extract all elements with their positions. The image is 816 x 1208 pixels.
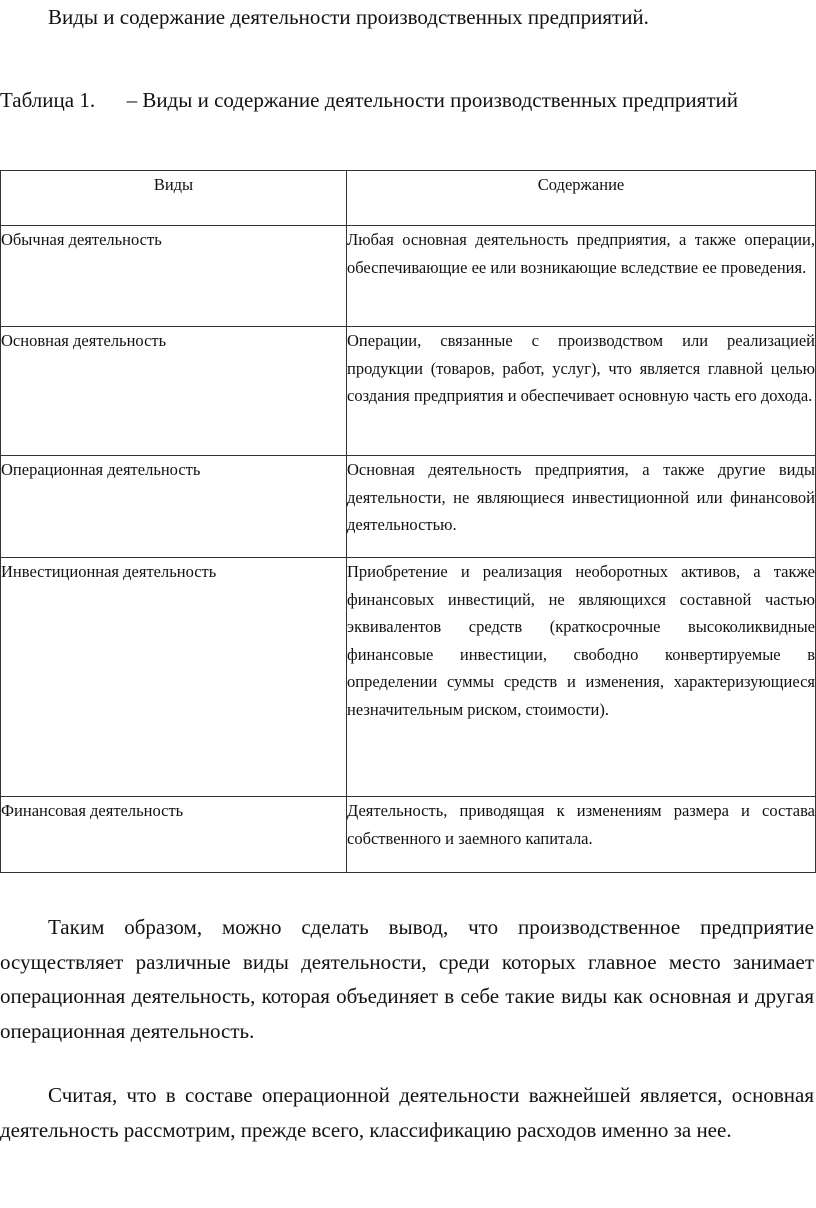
table-row — [1, 226, 816, 327]
activity-kind-cell: Основная деятельность — [1, 327, 347, 456]
activity-kind-cell: Инвестиционная деятельность — [1, 558, 347, 797]
document-title — [0, 0, 816, 34]
activity-content-cell: Деятельность, приводящая к изменениям размера и состава собственного и заемного капитала. — [347, 797, 816, 873]
document-title-text: Виды и содержание деятельности производственных предприятий. — [48, 5, 649, 29]
conclusion-paragraph: Таким образом, можно сделать вывод, что производственное предприятие осуществляет различные виды деятельности, среди которых главное место занимает операционная деятельность, которая объединяет в себе такие виды как основная и другая операционная деятельность. — [0, 915, 814, 1043]
expense-classification-paragraph: Считая, что в составе операционной деятельности важнейшей является, основная деятельность рассмотрим, прежде всего, классификацию расходов именно за нее. — [0, 1083, 814, 1142]
activities-table — [0, 170, 816, 873]
activity-kind-cell: Обычная деятельность — [1, 226, 347, 327]
activity-content-cell: Любая основная деятельность предприятия, а также операции, обеспечивающие ее или возникающие вследствие ее проведения. — [347, 226, 816, 327]
column-header-kinds: Виды — [1, 171, 347, 226]
table-row — [1, 327, 816, 456]
activity-kind-cell: Операционная деятельность — [1, 456, 347, 558]
table-row — [1, 558, 816, 797]
table-row — [1, 456, 816, 558]
activity-kind-cell: Финансовая деятельность — [1, 797, 347, 873]
column-header-content: Содержание — [347, 171, 816, 226]
activity-content-cell: Операции, связанные с производством или реализацией продукции (товаров, работ, услуг), что является главной целью создания предприятия и обеспечивает основную часть его дохода. — [347, 327, 816, 456]
activity-content-cell: Приобретение и реализация необоротных активов, а также финансовых инвестиций, не являющихся составной частью эквивалентов средств (краткосрочные высоколиквидные финансовые инвестиции, свободно конвертируемые в определении суммы средств и изменения, характеризующиеся незначительным риском, стоимости). — [347, 558, 816, 797]
activity-content-cell: Основная деятельность предприятия, а также другие виды деятельности, не являющиеся инвестиционной или финансовой деятельностью. — [347, 456, 816, 558]
table-row — [1, 797, 816, 873]
table-header-row — [1, 171, 816, 226]
table-caption: Таблица 1. – Виды и содержание деятельности производственных предприятий — [0, 88, 738, 112]
